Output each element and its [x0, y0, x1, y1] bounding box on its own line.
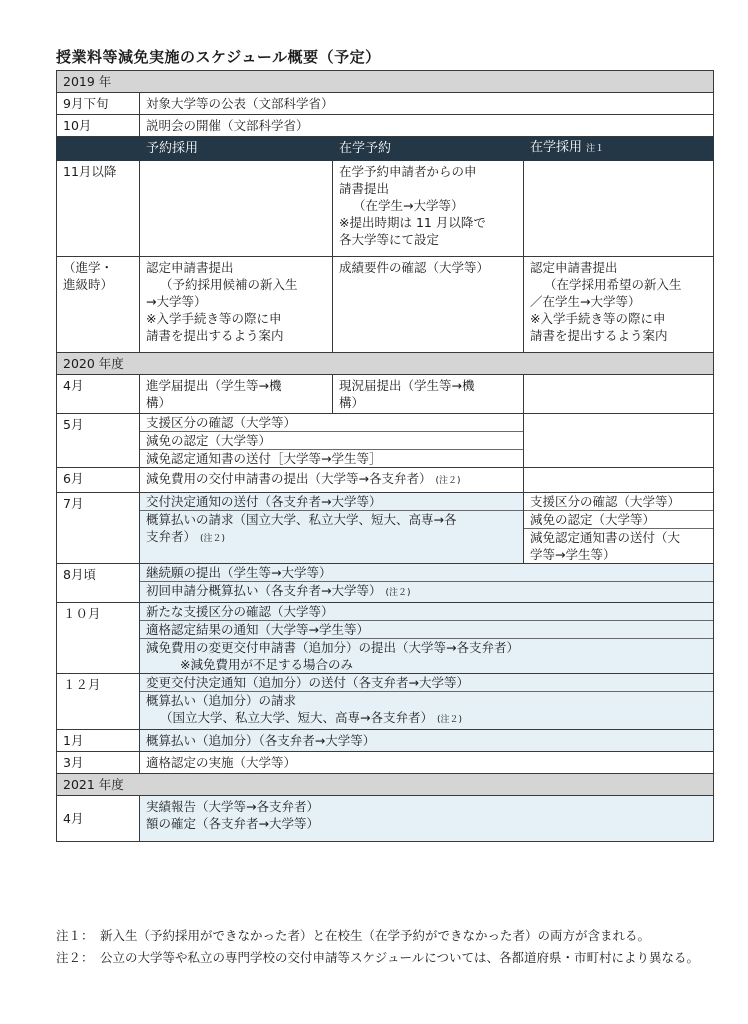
event-cell: 成績要件の確認（大学等）	[333, 257, 524, 353]
text-line: 認定申請書提出	[146, 260, 234, 275]
event-cell	[140, 674, 714, 730]
footnotes	[56, 925, 726, 969]
empty-cell	[524, 161, 714, 257]
month-cell: 4月	[57, 796, 140, 842]
text-line: （在学採用希望の新入生	[544, 277, 682, 292]
text-line: 在学予約申請者からの申	[339, 164, 477, 179]
empty-cell	[524, 468, 714, 493]
month-cell: 7月	[57, 493, 140, 564]
event-cell	[524, 257, 714, 353]
text-line: 概算払い（追加分）の請求 （国立大学、私立大学、短大、高専→各支弁者） (注２)	[146, 693, 462, 725]
event-cell: 適格認定の実施（大学等）	[140, 752, 714, 774]
month-cell: １０月	[57, 603, 140, 674]
footnote-2: 注２： 公立の大学等や私立の専門学校の交付申請等スケジュールについては、各都道府県・市町村により異なる。	[56, 950, 700, 965]
text-line: 変更交付決定通知（追加分）の送付（各支弁者→大学等）	[140, 674, 713, 692]
text-line: 初回申請分概算払い（各支弁者→大学等） (注２)	[146, 583, 411, 598]
event-cell: 進学届提出（学生等→機 構）	[140, 375, 333, 414]
header-zaigaku-yoyaku: 在学予約	[333, 137, 524, 161]
header-zaigaku-saiyo: 在学採用 注１	[524, 137, 714, 161]
month-cell: 4月	[57, 375, 140, 414]
header-yoyaku: 予約採用	[140, 137, 333, 161]
note-ref: (注２)	[200, 534, 226, 544]
year-label: 2021 年度	[57, 774, 714, 796]
table-row	[57, 730, 714, 752]
text-line: 実績報告（大学等→各支弁者）	[146, 799, 319, 814]
event-cell	[524, 493, 714, 564]
text-line: 減免の認定（大学等）	[140, 432, 523, 450]
text-line: →大学等）	[146, 294, 207, 309]
year-row-2020	[57, 353, 714, 375]
month-cell: 8月頃	[57, 564, 140, 603]
event-cell	[140, 796, 714, 842]
table-row	[57, 414, 714, 468]
table-row	[57, 115, 714, 137]
month-cell: １２月	[57, 674, 140, 730]
empty-cell	[524, 414, 714, 468]
table-row	[57, 674, 714, 730]
month-cell: 10月	[57, 115, 140, 137]
text-line: 各大学等にて設定	[339, 232, 440, 247]
month-cell: 6月	[57, 468, 140, 493]
text-line: 適格認定結果の通知（大学等→学生等）	[140, 621, 713, 639]
table-row	[57, 161, 714, 257]
text-line: 減免認定通知書の送付（大 学等→学生等）	[530, 530, 681, 562]
table-row	[57, 564, 714, 603]
text-line: 減免費用の変更交付申請書（追加分）の提出（大学等→各支弁者） ※減免費用が不足する場合のみ	[146, 640, 519, 672]
footnote-1: 注１： 新入生（予約採用ができなかった者）と在校生（在学予約ができなかった者）の両方が含まれる。	[56, 928, 651, 943]
text-line: 支援区分の確認（大学等）	[524, 493, 713, 511]
table-row	[57, 752, 714, 774]
note-ref: (注２)	[385, 588, 411, 598]
event-cell: 減免費用の交付申請書の提出（大学等→各支弁者） (注２)	[140, 468, 524, 493]
text-line: 減免認定通知書の送付［大学等→学生等］	[146, 451, 382, 466]
text-line: 継続願の提出（学生等→大学等）	[140, 564, 713, 582]
month-cell: （進学・ 進級時）	[57, 257, 140, 353]
event-cell	[140, 493, 524, 564]
text-line: 請書を提出するよう案内	[146, 328, 284, 343]
event-cell	[333, 161, 524, 257]
note-ref: (注２)	[435, 476, 461, 486]
year-label: 2020 年度	[57, 353, 714, 375]
event-cell	[140, 564, 714, 603]
table-row	[57, 93, 714, 115]
text-line: ※提出時期は 11 月以降で	[339, 215, 486, 230]
text-line: 支援区分の確認（大学等）	[140, 414, 523, 432]
month-cell: 9月下旬	[57, 93, 140, 115]
table-row	[57, 257, 714, 353]
note-ref: (注２)	[436, 715, 462, 725]
event-cell	[140, 257, 333, 353]
year-label: 2019 年	[57, 71, 714, 93]
month-cell: 11月以降	[57, 161, 140, 257]
table-row	[57, 493, 714, 564]
event-cell	[140, 603, 714, 674]
event-cell: 対象大学等の公表（文部科学省）	[140, 93, 714, 115]
text-line: （予約採用候補の新入生	[160, 277, 298, 292]
empty-cell	[140, 161, 333, 257]
year-row-2019	[57, 71, 714, 93]
event-cell: 概算払い（追加分）（各支弁者→大学等）	[140, 730, 714, 752]
schedule-table	[56, 70, 714, 842]
text-line: ／在学生→大学等）	[530, 294, 641, 309]
month-cell: 3月	[57, 752, 140, 774]
text-line: （在学生→大学等）	[353, 198, 464, 213]
text-line: 交付決定通知の送付（各支弁者→大学等）	[140, 493, 523, 511]
text-line: 概算払いの請求（国立大学、私立大学、短大、高専→各 支弁者） (注２)	[146, 512, 457, 544]
text-line: ※入学手続き等の際に申	[146, 311, 282, 326]
month-cell: 1月	[57, 730, 140, 752]
table-row	[57, 468, 714, 493]
text-line: 額の確定（各支弁者→大学等）	[146, 816, 319, 831]
text-line: 減免の認定（大学等）	[524, 511, 713, 529]
text-line: 請書提出	[339, 181, 390, 196]
event-cell: 現況届提出（学生等→機 構）	[333, 375, 524, 414]
text-line: ※入学手続き等の際に申	[530, 311, 666, 326]
text-line: 認定申請書提出	[530, 260, 618, 275]
empty-cell	[524, 375, 714, 414]
table-row	[57, 603, 714, 674]
year-row-2021	[57, 774, 714, 796]
text-line: 新たな支援区分の確認（大学等）	[140, 603, 713, 621]
table-row	[57, 796, 714, 842]
event-cell	[140, 414, 524, 468]
text-line: 請書を提出するよう案内	[530, 328, 668, 343]
table-row	[57, 375, 714, 414]
page-title: 授業料等減免実施のスケジュール概要（予定）	[56, 48, 381, 66]
note-ref: 注１	[586, 144, 605, 154]
month-cell: 5月	[57, 414, 140, 468]
column-header-row	[57, 137, 714, 161]
event-cell: 説明会の開催（文部科学省）	[140, 115, 714, 137]
